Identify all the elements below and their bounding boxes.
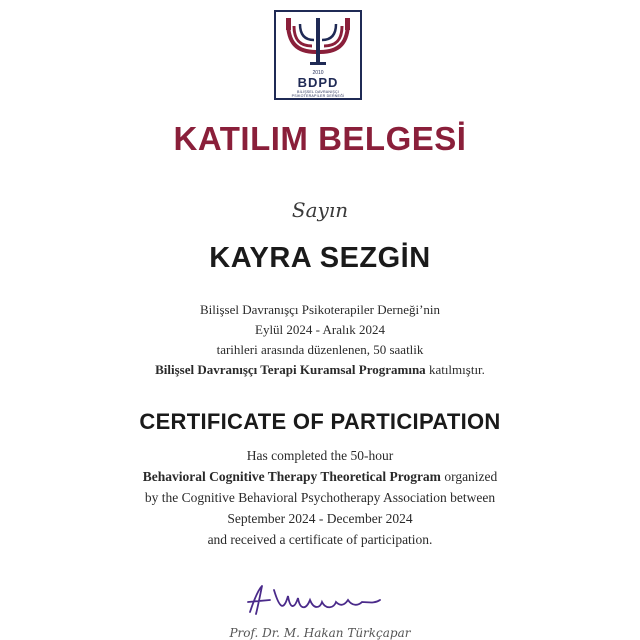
logo-subtitle-line2: PSİKOTERAPİLER DERNEĞİ (291, 94, 345, 98)
turkish-program-name: Bilişsel Davranışçı Terapi Kuramsal Programına (155, 362, 426, 377)
turkish-line-4-rest: katılmıştır. (425, 362, 485, 377)
english-line-4: September 2024 - December 2024 (227, 511, 413, 526)
english-line-2 (0, 466, 640, 487)
logo-acronym: BDPD (297, 75, 339, 90)
english-line-3: by the Cognitive Behavioral Psychotherapy Association between (144, 490, 496, 505)
english-line-2-rest: organized (440, 469, 498, 484)
turkish-line-1: Bilişsel Davranışçı Psikoterapiler Derneği’nin (199, 302, 441, 317)
logo-subtitle-line1: BİLİŞSEL DAVRANIŞÇI (297, 90, 339, 94)
certificate-title-english: CERTIFICATE OF PARTICIPATION (139, 409, 501, 434)
handwritten-signature (240, 580, 400, 620)
recipient-name: KAYRA SEZGİN (209, 242, 431, 274)
english-program-name: Behavioral Cognitive Therapy Theoretical Program (142, 469, 441, 484)
association-logo (274, 10, 362, 100)
turkish-body (0, 300, 640, 380)
english-line-1: Has completed the 50-hour (246, 448, 394, 463)
turkish-line-3: tarihleri arasında düzenlenen, 50 saatlik (216, 342, 424, 357)
salutation: Sayın (291, 198, 349, 222)
turkish-line-2: Eylül 2024 - Aralık 2024 (255, 322, 385, 337)
signer-name: Prof. Dr. M. Hakan Türkçapar (229, 626, 411, 640)
psi-emblem-icon (276, 12, 360, 72)
certificate-title-turkish: KATILIM BELGESİ (173, 120, 467, 157)
english-line-5: and received a certificate of participation. (207, 532, 433, 547)
turkish-line-4 (0, 360, 640, 380)
logo-year: 2010 (312, 70, 324, 76)
english-body (0, 445, 640, 550)
